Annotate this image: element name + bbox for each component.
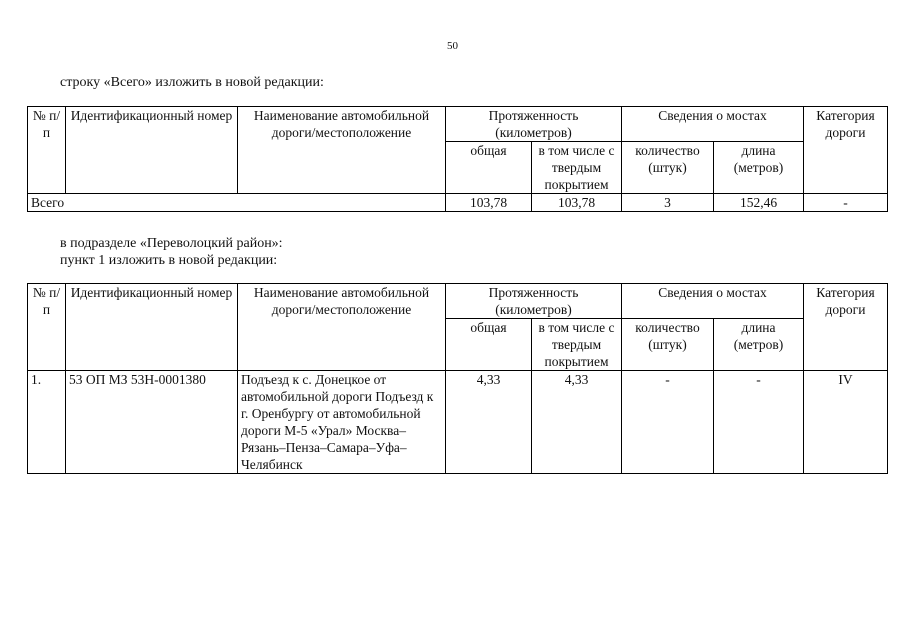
table-header-row [28, 284, 888, 319]
total-row [28, 194, 888, 212]
total-bridges-length: 152,46 [714, 194, 804, 212]
header-length: Протяженность (километров) [446, 284, 622, 319]
paragraph-total-row: строку «Всего» изложить в новой редакции: [60, 75, 324, 90]
row-length: 4,33 [446, 371, 532, 474]
paragraph-district: в подразделе «Переволоцкий район»: [60, 236, 283, 251]
header-id: Идентификационный номер [66, 107, 238, 194]
table-totals [27, 106, 888, 212]
header-bridges-length: длина (метров) [714, 319, 804, 371]
total-bridges-count: 3 [622, 194, 714, 212]
row-name: Подъезд к с. Донецкое от автомобильной дороги Подъезд к г. Оренбургу от автомобильной дороги М-5 «Урал» Москва–Рязань–Пенза–Самара–Уфа–Челябинск [238, 371, 446, 474]
header-category: Категория дороги [804, 284, 888, 371]
row-length-hard: 4,33 [532, 371, 622, 474]
header-length-hard: в том числе с твердым покрытием [532, 142, 622, 194]
header-num: № п/п [28, 284, 66, 371]
row-num: 1. [28, 371, 66, 474]
header-bridges-count: количество (штук) [622, 142, 714, 194]
header-bridges: Сведения о мостах [622, 284, 804, 319]
table-district [27, 283, 888, 474]
header-bridges-count: количество (штук) [622, 319, 714, 371]
total-length-hard: 103,78 [532, 194, 622, 212]
header-num: № п/п [28, 107, 66, 194]
header-length-total: общая [446, 142, 532, 194]
header-bridges: Сведения о мостах [622, 107, 804, 142]
header-length-total: общая [446, 319, 532, 371]
page-number: 50 [447, 40, 458, 52]
row-id: 53 ОП МЗ 53Н-0001380 [66, 371, 238, 474]
row-bridges-count: - [622, 371, 714, 474]
total-label: Всего [28, 194, 446, 212]
table-row [28, 371, 888, 474]
table-header-row [28, 107, 888, 142]
header-length-hard: в том числе с твердым покрытием [532, 319, 622, 371]
paragraph-item: пункт 1 изложить в новой редакции: [60, 253, 278, 268]
total-length: 103,78 [446, 194, 532, 212]
row-bridges-length: - [714, 371, 804, 474]
total-category: - [804, 194, 888, 212]
header-name: Наименование автомобильной дороги/местоположение [238, 107, 446, 194]
header-id: Идентификационный номер [66, 284, 238, 371]
header-bridges-length: длина (метров) [714, 142, 804, 194]
header-name: Наименование автомобильной дороги/местоположение [238, 284, 446, 371]
row-category: IV [804, 371, 888, 474]
header-category: Категория дороги [804, 107, 888, 194]
header-length: Протяженность (километров) [446, 107, 622, 142]
